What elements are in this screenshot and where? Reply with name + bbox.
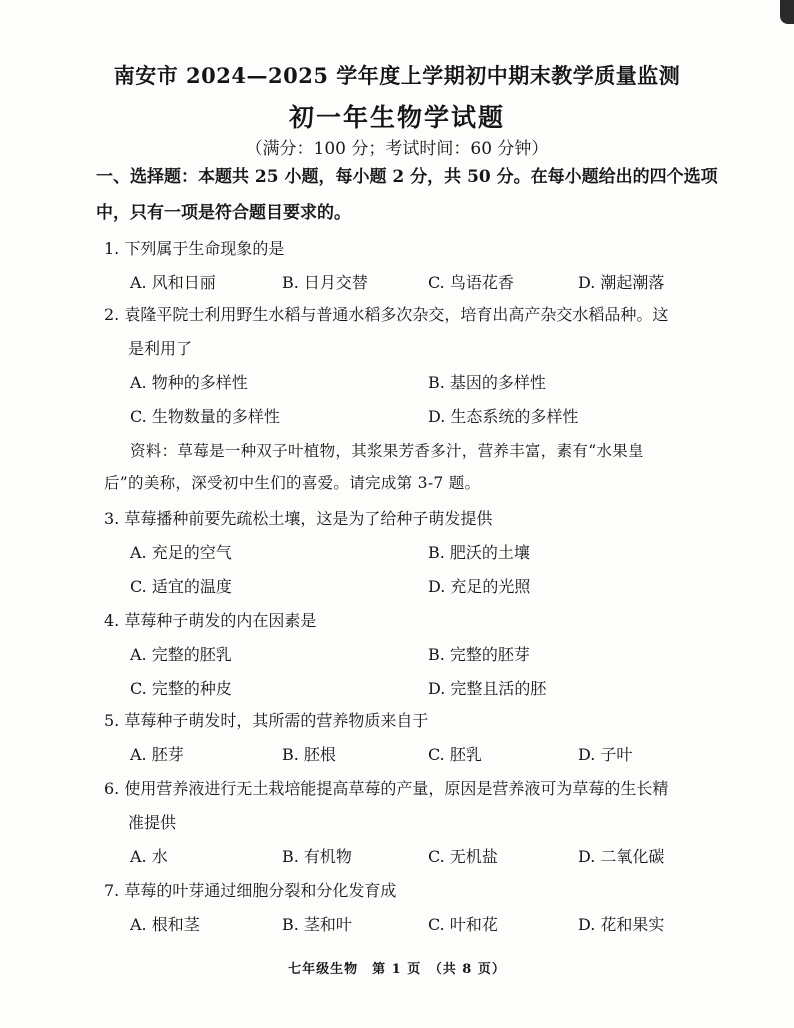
question-3-stem: 3. 草莓播种前要先疏松土壤，这是为了给种子萌发提供 bbox=[104, 509, 493, 528]
question-4-option-b: B. 完整的胚芽 bbox=[428, 645, 530, 664]
question-2-stem-line1: 2. 袁隆平院士利用野生水稻与普通水稻多次杂交，培育出高产杂交水稻品种。这 bbox=[104, 305, 669, 324]
question-2-option-b: B. 基因的多样性 bbox=[428, 373, 546, 392]
question-1-option-a: A. 风和日丽 bbox=[130, 273, 216, 292]
question-6-option-d: D. 二氧化碳 bbox=[578, 847, 665, 866]
question-2-option-a: A. 物种的多样性 bbox=[130, 373, 248, 392]
question-5-option-d: D. 子叶 bbox=[578, 745, 633, 764]
material-line2: 后”的美称，深受初中生们的喜爱。请完成第 3-7 题。 bbox=[104, 474, 481, 492]
question-6-stem-line1: 6. 使用营养液进行无土栽培能提高草莓的产量，原因是营养液可为草莓的生长精 bbox=[104, 779, 669, 798]
question-2-option-d: D. 生态系统的多样性 bbox=[428, 407, 579, 426]
section-heading-line2: 中，只有一项是符合题目要求的。 bbox=[96, 203, 351, 223]
question-4-option-a: A. 完整的胚乳 bbox=[130, 645, 232, 664]
scan-edge-mark bbox=[780, 0, 794, 24]
exam-subtitle: 初一年生物学试题 bbox=[288, 103, 505, 132]
question-3-option-d: D. 充足的光照 bbox=[428, 577, 531, 596]
question-6-option-b: B. 有机物 bbox=[282, 847, 352, 866]
question-5-option-c: C. 胚乳 bbox=[428, 745, 482, 764]
question-5-option-a: A. 胚芽 bbox=[130, 745, 184, 764]
question-1-option-d: D. 潮起潮落 bbox=[578, 273, 665, 292]
question-4-stem: 4. 草莓种子萌发的内在因素是 bbox=[104, 611, 317, 630]
question-1-option-b: B. 日月交替 bbox=[282, 273, 368, 292]
question-2-stem-line2: 是利用了 bbox=[128, 339, 193, 358]
question-7-option-c: C. 叶和花 bbox=[428, 915, 498, 934]
question-6-option-c: C. 无机盐 bbox=[428, 847, 498, 866]
question-6-option-a: A. 水 bbox=[130, 847, 168, 866]
question-7-stem: 7. 草莓的叶芽通过细胞分裂和分化发育成 bbox=[104, 881, 397, 900]
question-6-stem-line2: 准提供 bbox=[128, 813, 177, 832]
question-4-option-c: C. 完整的种皮 bbox=[130, 679, 232, 698]
question-4-option-d: D. 完整且活的胚 bbox=[428, 679, 547, 698]
question-5-stem: 5. 草莓种子萌发时，其所需的营养物质来自于 bbox=[104, 711, 429, 730]
question-3-option-c: C. 适宜的温度 bbox=[130, 577, 232, 596]
question-2-option-c: C. 生物数量的多样性 bbox=[130, 407, 280, 426]
page-footer: 七年级生物 第 1 页 （共 8 页） bbox=[288, 962, 506, 977]
exam-info: （满分：100 分；考试时间：60 分钟） bbox=[245, 139, 549, 159]
question-1-stem: 1. 下列属于生命现象的是 bbox=[104, 239, 285, 258]
question-3-option-a: A. 充足的空气 bbox=[130, 543, 232, 562]
question-5-option-b: B. 胚根 bbox=[282, 745, 336, 764]
question-3-option-b: B. 肥沃的土壤 bbox=[428, 543, 530, 562]
section-heading-line1: 一、选择题：本题共 25 小题，每小题 2 分，共 50 分。在每小题给出的四个选项 bbox=[96, 167, 718, 187]
question-7-option-a: A. 根和茎 bbox=[130, 915, 200, 934]
material-line1: 资料：草莓是一种双子叶植物，其浆果芳香多汁，营养丰富，素有“水果皇 bbox=[130, 442, 644, 460]
question-7-option-d: D. 花和果实 bbox=[578, 915, 665, 934]
question-1-option-c: C. 鸟语花香 bbox=[428, 273, 514, 292]
exam-title: 南安市 2024—2025 学年度上学期初中期末教学质量监测 bbox=[113, 63, 681, 88]
question-7-option-b: B. 茎和叶 bbox=[282, 915, 352, 934]
